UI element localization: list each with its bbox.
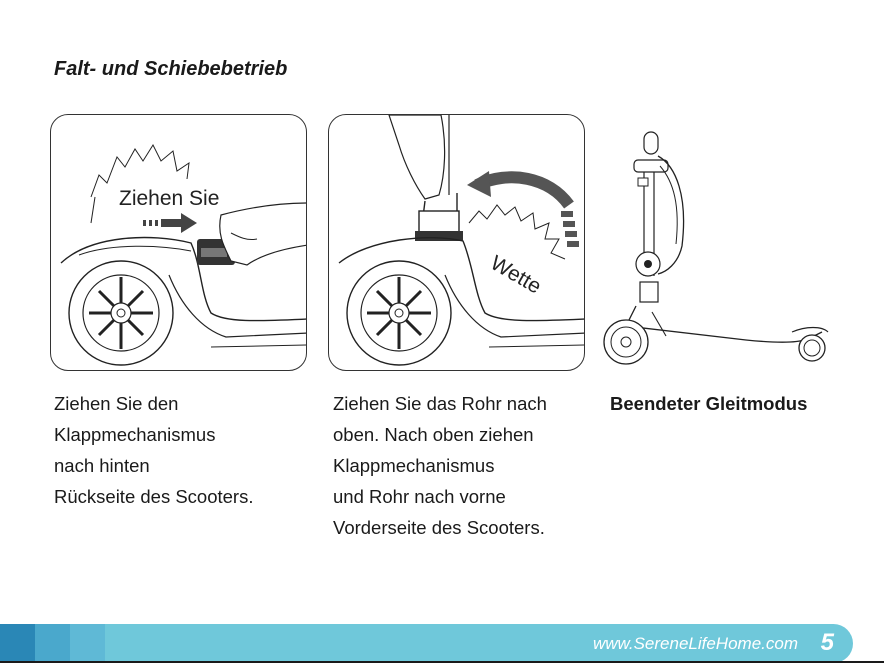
caption-line: Ziehen Sie den bbox=[54, 393, 179, 414]
page-title: Falt- und Schiebebetrieb bbox=[54, 58, 288, 80]
caption-line: und Rohr nach vorne bbox=[333, 486, 506, 507]
caption-line: Beendeter Gleitmodus bbox=[610, 393, 808, 414]
caption-step-3 bbox=[610, 388, 807, 419]
fold-step-2-illustration bbox=[328, 114, 585, 371]
folded-scooter-drawing bbox=[596, 126, 836, 376]
wette-label: Wette bbox=[486, 251, 546, 299]
fold-step-1-illustration bbox=[50, 114, 307, 371]
footer-block-light bbox=[70, 624, 105, 663]
caption-line: nach hinten bbox=[54, 455, 150, 476]
caption-line: Klappmechanismus bbox=[333, 455, 495, 476]
caption-line: Vorderseite des Scooters. bbox=[333, 517, 545, 538]
pull-lever-drawing bbox=[51, 115, 307, 371]
lift-tube-drawing bbox=[329, 115, 585, 371]
footer-block-dark bbox=[0, 624, 35, 663]
caption-step-1 bbox=[54, 388, 253, 512]
footer-block-mid bbox=[35, 624, 70, 663]
caption-step-2 bbox=[333, 388, 547, 543]
caption-line: Klappmechanismus bbox=[54, 424, 216, 445]
glide-mode-illustration bbox=[596, 126, 836, 381]
caption-line: Ziehen Sie das Rohr nach bbox=[333, 393, 547, 414]
website-url[interactable]: www.SereneLifeHome.com bbox=[592, 634, 798, 653]
page-number: 5 bbox=[820, 629, 834, 656]
caption-line: oben. Nach oben ziehen bbox=[333, 424, 534, 445]
caption-line: Rückseite des Scooters. bbox=[54, 486, 254, 507]
pull-label: Ziehen Sie bbox=[119, 187, 220, 210]
footer-bar bbox=[0, 624, 884, 663]
